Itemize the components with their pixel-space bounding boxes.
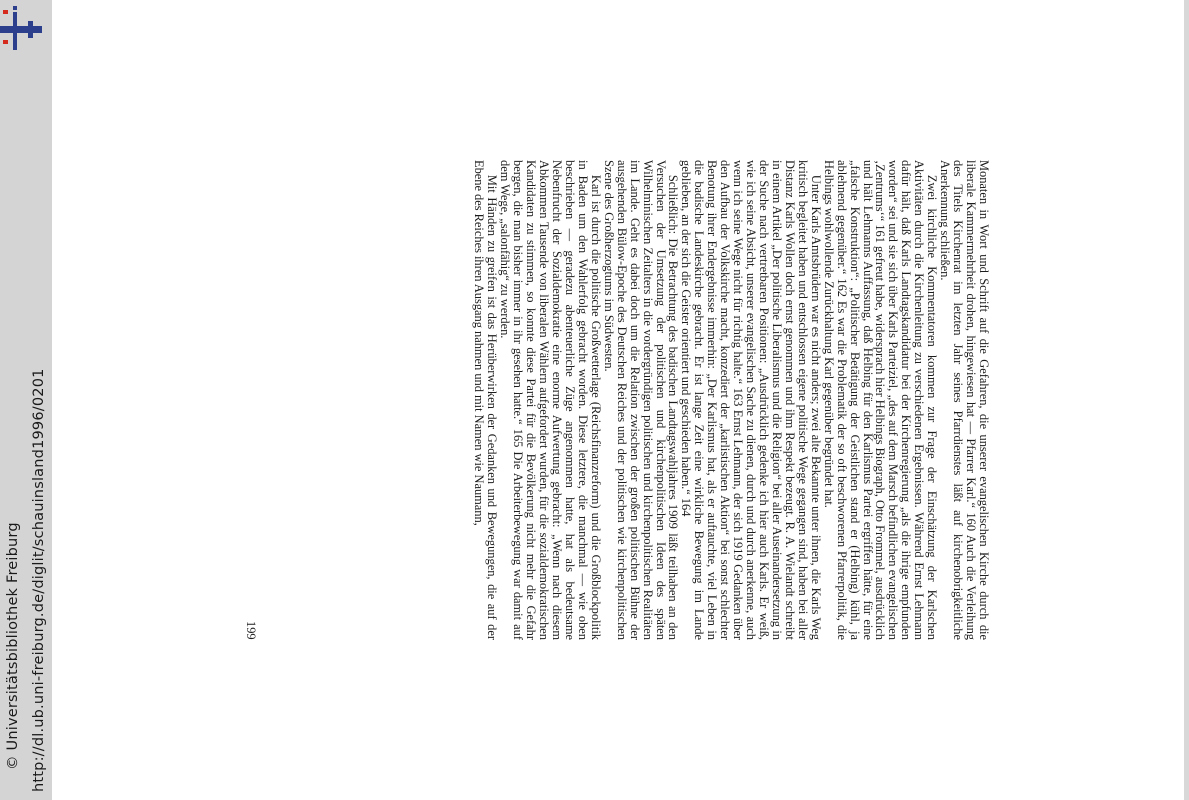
paragraph: Mit Händen zu greifen ist das Herüberwirken der Gedanken und Bewegungen, die auf der Ebene des Reiches ihren Ausgang nahmen und mit Namen wie Naumann, [472, 160, 500, 640]
scanned-page-text [265, 160, 990, 640]
viewer-sidebar [0, 0, 52, 800]
paragraph: Schließlich: Die Betrachtung des badischen Landtagswahljahres 1909 läßt teilhaben an den Versuchen der Umsetzung der politischen und kirchenpolitischen Ideen des späten Wilhelminischen Zeitalters in die vordergründigen politischen und kirchenpolitischen Realitäten im Lande. Geht es dabei doch um die Relation zwischen der großen politischen Bühne der ausgehenden Bülow-Epoche des Deutschen Reiches und der politischen wie kirchenpolitischen Szene des Großherzogtums im Südwesten. [601, 160, 681, 640]
paragraph: Unter Karls Amtsbrüdern war es nicht anders; zwei alte Bekannte unter ihnen, die Karls Weg kritisch begleitet haben und entschlossen eigene politische Wege gegangen sind, haben bei aller Distanz Karls Wollen doch ernst genommen und ihm Respekt bezeugt. R. A. Wielandt schreibt in einem Artikel „Der politische Liberalismus und die Religion“ bei aller Auseinandersetzung in der Suche nach vertretbaren Positionen: „Ausdrücklich gedenke ich hier auch Karls. Er weiß, wie ich seine Absicht, unserer evangelischen Sache zu dienen, durch und durch anerkenne, auch wenn ich seine Wege nicht für richtig halte.“ 163 Ernst Lehmann, der sich 1919 Gedanken über den Aufbau der Volkskirche macht, konzediert der „karlistischen Aktion“ bei sonst schlechter Benotung ihrer Endergebnisse immerhin: „Der Karlismus hat, als er auftauchte, viel Leben in die badische Landeskirche gebracht. Er ist lange Zeit eine wirkliche Bewegung im Lande geblieben, an der sich die Geister orientiert und geschieden haben.“ 164 [679, 160, 823, 640]
page-edge [1184, 0, 1189, 800]
paragraph: Karl ist durch die politische Großwetterlage (Reichsfinanzreform) und die Großblockpolitik in Baden um den Wahlerfolg gebracht worden. Diese letztere, die manchmal — wie oben beschrieben — geradezu abenteuerliche Züge angenommen hatte, hat als bedeutsame Nebenfrucht der Sozialdemokratie eine enorme Aufwertung gebracht: „Wenn nach diesem Abkommen Tausende von liberalen Wählern aufgefordert wurden, für die sozialdemokratischen Kandidaten zu stimmen, so konnte diese Partei für die Bevölkerung nicht mehr die Gefahr bergen, die man bisher immer in ihr gesehen hatte.“ 165 Die Arbeiterbewegung war damit auf dem Wege, „salonfähig“ zu werden. [498, 160, 603, 640]
page-number: 199 [244, 621, 258, 640]
copyright-notice: © Universitätsbibliothek Freiburg [5, 522, 21, 770]
paragraph: Monaten in Wort und Schrift auf die Gefahren, die unserer evangelischen Kirche durch die liberale Kammermehrheit drohen, hingewiesen hat — Pfarrer Karl.“ 160 Auch die Verleihung des Titels Kirchenrat im letzten Jahr seines Pfarrdienstes läßt auf kirchenobrigkeitliche Anerkennung schließen. [938, 160, 991, 640]
paragraph: Zwei kirchliche Kommentatoren kommen zur Frage der Einschätzung der Karlschen Aktivitäten durch die Kirchenleitung zu verschiedenen Ergebnissen. Während Ernst Lehmann dafür hält, daß Karls Landtagskandidatur bei der Kirchenregierung „als die ihrige empfunden worden“ sei und sie sich über Karls Parteiziel, „des auf dem Marsch befindlichen evangelischen ‚Zentrums‘“ 161 gefreut habe, widersprach hier Helbings Biograph, Otto Frommel, ausdrücklich und hält Lehmanns Auffassung, daß Helbing für den Karlismus Partei ergriffen hätte, für eine „falsche Konstruktion“: „Politischer Betätigung der Geistlichen stand er (Helbing) kühl, ja ablehnend gegenüber.“ 162 Es war die Problematik der so oft beschworenen Pfarrerpolitik, die Helbings wohlwollende Zurückhaltung Karl gegenüber begründet hat. [821, 160, 940, 641]
document-url[interactable]: http://dl.ub.uni-freiburg.de/diglit/schauinsland1996/0201 [31, 368, 47, 792]
